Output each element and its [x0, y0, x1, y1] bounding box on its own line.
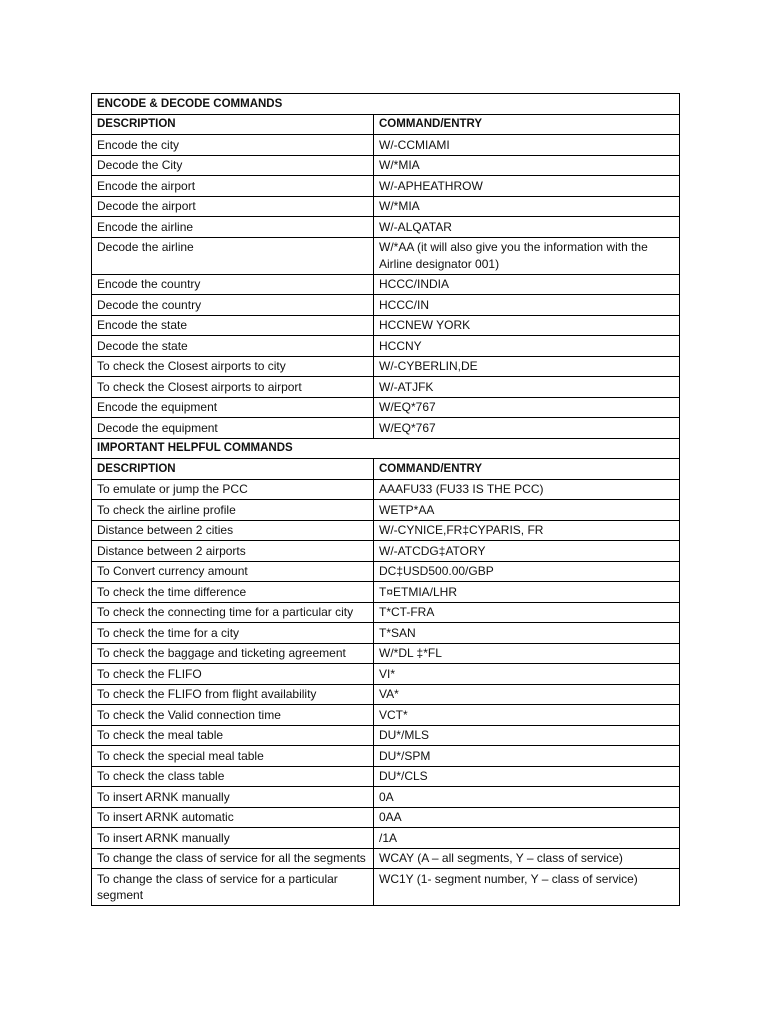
table-row: [92, 541, 680, 562]
row-description: Encode the state: [92, 315, 374, 336]
table-row: [92, 176, 680, 197]
document-page: [91, 93, 679, 906]
row-description: Decode the state: [92, 336, 374, 357]
row-description: To check the FLIFO from flight availability: [92, 684, 374, 705]
row-command: WCAY (A – all segments, Y – class of service): [374, 848, 680, 869]
row-description: Distance between 2 cities: [92, 520, 374, 541]
row-command: DC‡USD500.00/GBP: [374, 561, 680, 582]
row-command: W/-ALQATAR: [374, 217, 680, 238]
row-command: W/-ATJFK: [374, 377, 680, 398]
row-command: HCCNEW YORK: [374, 315, 680, 336]
table-row: [92, 623, 680, 644]
table-row: [92, 684, 680, 705]
row-command: T*SAN: [374, 623, 680, 644]
row-description: To emulate or jump the PCC: [92, 479, 374, 500]
table-row: [92, 377, 680, 398]
row-description: Decode the airport: [92, 196, 374, 217]
section-title-row: [92, 438, 680, 459]
row-command: W/EQ*767: [374, 397, 680, 418]
row-command: W/*AA (it will also give you the information with the Airline designator 001): [374, 237, 680, 274]
row-description: To check the Closest airports to airport: [92, 377, 374, 398]
row-command: VA*: [374, 684, 680, 705]
row-command: W/-ATCDG‡ATORY: [374, 541, 680, 562]
row-description: To change the class of service for all the segments: [92, 848, 374, 869]
row-command: W/-CCMIAMI: [374, 135, 680, 156]
row-command: HCCNY: [374, 336, 680, 357]
table-row: [92, 766, 680, 787]
table-row: [92, 479, 680, 500]
table-row: [92, 217, 680, 238]
table-row: [92, 315, 680, 336]
row-command: 0A: [374, 787, 680, 808]
row-description: To check the baggage and ticketing agreement: [92, 643, 374, 664]
row-description: Decode the country: [92, 295, 374, 316]
row-command: W/*DL ‡*FL: [374, 643, 680, 664]
table-row: [92, 787, 680, 808]
row-command: WC1Y (1- segment number, Y – class of service): [374, 869, 680, 906]
row-description: Distance between 2 airports: [92, 541, 374, 562]
row-description: To insert ARNK automatic: [92, 807, 374, 828]
row-description: To check the airline profile: [92, 500, 374, 521]
table-row: [92, 561, 680, 582]
table-row: [92, 725, 680, 746]
row-command: W/*MIA: [374, 155, 680, 176]
table-row: [92, 196, 680, 217]
row-command: W/-APHEATHROW: [374, 176, 680, 197]
row-description: To check the class table: [92, 766, 374, 787]
row-description: To insert ARNK manually: [92, 787, 374, 808]
table-row: [92, 828, 680, 849]
row-command: T*CT-FRA: [374, 602, 680, 623]
row-command: DU*/CLS: [374, 766, 680, 787]
column-header-command: COMMAND/ENTRY: [374, 114, 680, 135]
row-description: Decode the equipment: [92, 418, 374, 439]
table-row: [92, 500, 680, 521]
row-description: To check the connecting time for a particular city: [92, 602, 374, 623]
table-row: [92, 705, 680, 726]
table-row: [92, 155, 680, 176]
row-description: To check the special meal table: [92, 746, 374, 767]
row-command: T¤ETMIA/LHR: [374, 582, 680, 603]
row-command: HCCC/INDIA: [374, 274, 680, 295]
row-description: To check the meal table: [92, 725, 374, 746]
table-row: [92, 274, 680, 295]
row-description: To check the Closest airports to city: [92, 356, 374, 377]
table-row: [92, 336, 680, 357]
table-row: [92, 807, 680, 828]
row-command: W/EQ*767: [374, 418, 680, 439]
table-row: [92, 135, 680, 156]
column-header-row: [92, 459, 680, 480]
commands-table-body: [92, 94, 680, 906]
row-description: Decode the airline: [92, 237, 374, 274]
row-description: Encode the city: [92, 135, 374, 156]
row-command: HCCC/IN: [374, 295, 680, 316]
row-description: Encode the airport: [92, 176, 374, 197]
column-header-description: DESCRIPTION: [92, 114, 374, 135]
row-description: To check the Valid connection time: [92, 705, 374, 726]
table-row: [92, 746, 680, 767]
table-row: [92, 848, 680, 869]
row-description: To check the FLIFO: [92, 664, 374, 685]
row-description: Encode the equipment: [92, 397, 374, 418]
table-row: [92, 602, 680, 623]
commands-table: [91, 93, 680, 906]
row-command: W/*MIA: [374, 196, 680, 217]
row-description: Encode the country: [92, 274, 374, 295]
row-command: WETP*AA: [374, 500, 680, 521]
table-row: [92, 664, 680, 685]
table-row: [92, 643, 680, 664]
table-row: [92, 418, 680, 439]
column-header-description: DESCRIPTION: [92, 459, 374, 480]
row-description: To Convert currency amount: [92, 561, 374, 582]
row-command: DU*/SPM: [374, 746, 680, 767]
row-description: Encode the airline: [92, 217, 374, 238]
section-title: ENCODE & DECODE COMMANDS: [92, 94, 680, 115]
table-row: [92, 520, 680, 541]
column-header-row: [92, 114, 680, 135]
row-command: W/-CYBERLIN,DE: [374, 356, 680, 377]
table-row: [92, 356, 680, 377]
section-title-row: [92, 94, 680, 115]
row-command: VCT*: [374, 705, 680, 726]
row-command: /1A: [374, 828, 680, 849]
section-title: IMPORTANT HELPFUL COMMANDS: [92, 438, 680, 459]
table-row: [92, 397, 680, 418]
row-description: To check the time difference: [92, 582, 374, 603]
row-command: 0AA: [374, 807, 680, 828]
table-row: [92, 295, 680, 316]
column-header-command: COMMAND/ENTRY: [374, 459, 680, 480]
row-command: DU*/MLS: [374, 725, 680, 746]
row-command: W/-CYNICE,FR‡CYPARIS, FR: [374, 520, 680, 541]
row-command: VI*: [374, 664, 680, 685]
row-description: To insert ARNK manually: [92, 828, 374, 849]
row-description: To change the class of service for a particular segment: [92, 869, 374, 906]
table-row: [92, 582, 680, 603]
row-description: Decode the City: [92, 155, 374, 176]
row-command: AAAFU33 (FU33 IS THE PCC): [374, 479, 680, 500]
table-row: [92, 237, 680, 274]
row-description: To check the time for a city: [92, 623, 374, 644]
table-row: [92, 869, 680, 906]
